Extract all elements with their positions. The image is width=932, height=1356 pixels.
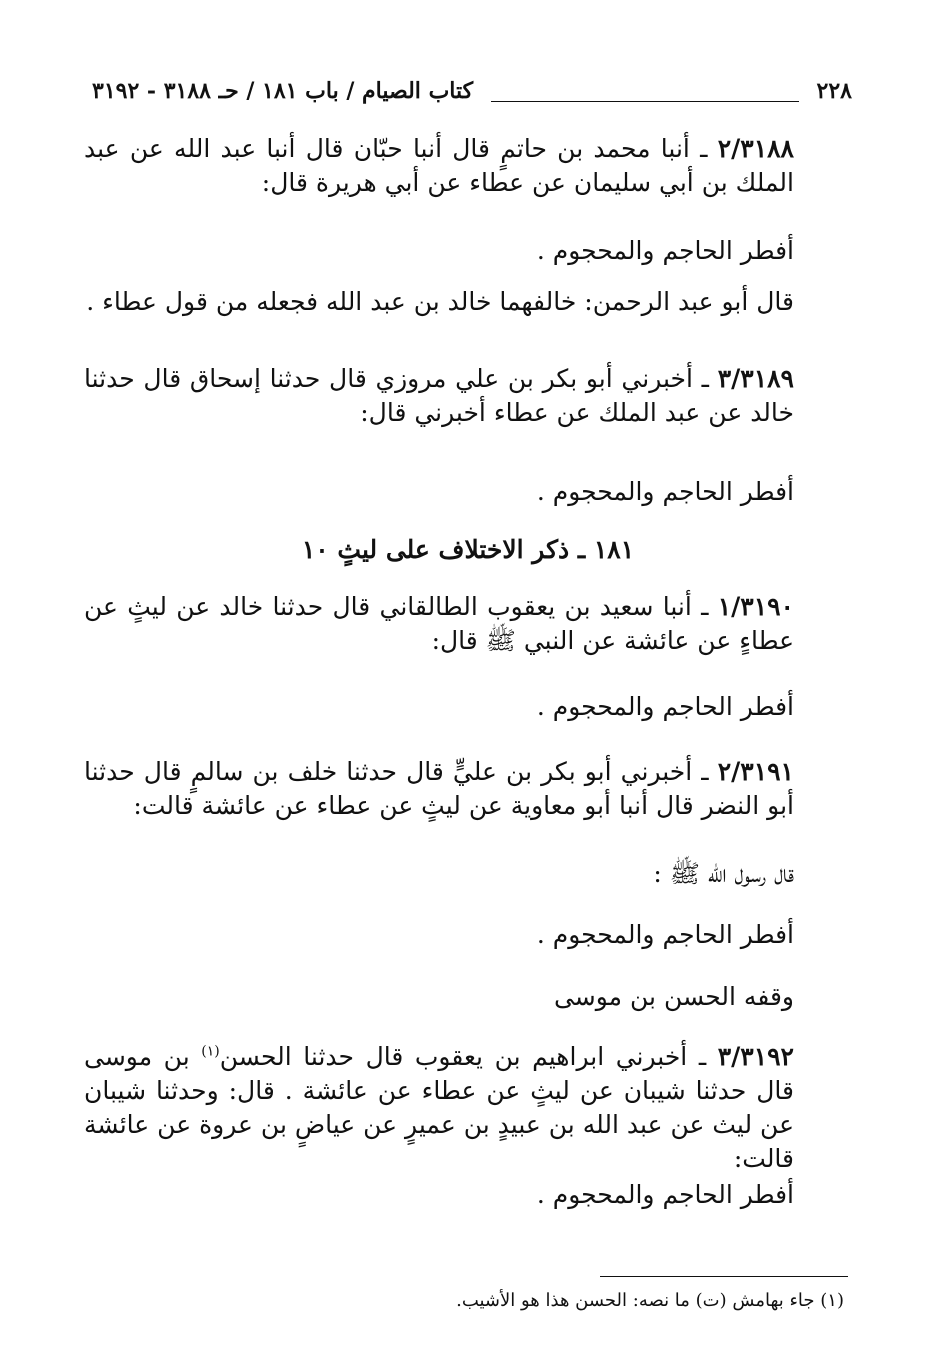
header-rule (491, 101, 798, 102)
footnote: (١) جاء بهامش (ت) ما نصه: الحسن هذا هو الأشيب. (456, 1290, 844, 1311)
hadith-number: ٢/٣١٨٨ (717, 134, 794, 163)
page-header (92, 74, 852, 108)
hadith-isnad-continued: بن موسى قال حدثنا شيبان عن ليثٍ عن عطاء عن عائشة . قال: وحدثنا شيبان عن ليث عن عبد الله بن عبيدٍ بن عميرٍ عن عياضٍ بن عروة عن عائشة قالت: (84, 1042, 794, 1173)
hadith-isnad: ـ أخبرني ابراهيم بن يعقوب قال حدثنا الحسن (219, 1042, 718, 1071)
chapter-heading: ١٨١ ـ ذكر الاختلاف على ليثٍ ١٠ (301, 535, 635, 564)
hadith-number: ٢/٣١٩١ (717, 757, 794, 786)
hadith-isnad: ـ أخبرني أبو بكر بن عليٍّ قال حدثنا خلف بن سالمٍ قال حدثنا أبو النضر قال أنبا أبو معاوية عن ليثٍ عن عطاء عن عائشة قالت: (84, 757, 794, 820)
hadith-matn: أفطر الحاجم والمحجوم . (536, 692, 794, 721)
page-number: ٢٢٨ (816, 78, 852, 104)
footnote-rule (600, 1276, 848, 1277)
hadith-3192 (84, 1040, 852, 1176)
hadith-intro: قال رسول الله ﷺ : (653, 859, 794, 888)
hadith-isnad: ـ أنبا محمد بن حاتمٍ قال أنبا حبّان قال أنبا عبد الله عن عبد الملك بن أبي سليمان عن عطاء عن أبي هريرة قال: (84, 134, 794, 197)
hadith-number: ١/٣١٩٠ (717, 592, 794, 621)
hadith-matn: أفطر الحاجم والمحجوم . (536, 1180, 794, 1209)
author-note: وقفه الحسن بن موسى (553, 982, 794, 1011)
hadith-number: ٣/٣١٨٩ (717, 364, 794, 393)
author-note: قال أبو عبد الرحمن: خالفهما خالد بن عبد الله فجعله من قول عطاء . (86, 287, 794, 316)
hadith-number: ٣/٣١٩٢ (717, 1042, 794, 1071)
hadith-3190 (84, 590, 852, 658)
hadith-3191 (84, 755, 852, 823)
hadith-isnad: ـ أخبرني أبو بكر بن علي مروزي قال حدثنا إسحاق قال حدثنا خالد عن عبد الملك عن عطاء أخبرني قال: (84, 364, 794, 427)
hadith-matn: أفطر الحاجم والمحجوم . (536, 236, 794, 265)
footnote-marker[interactable]: (١) (201, 1043, 220, 1060)
hadith-isnad: ـ أنبا سعيد بن يعقوب الطالقاني قال حدثنا خالد عن ليثٍ عن عطاءٍ عن عائشة عن النبي ﷺ قال: (84, 592, 794, 655)
running-title: كتاب الصيام / باب ١٨١ / حـ ٣١٨٨ - ٣١٩٢ (92, 78, 474, 104)
hadith-3189 (84, 362, 852, 430)
hadith-matn: أفطر الحاجم والمحجوم . (536, 477, 794, 506)
hadith-matn: أفطر الحاجم والمحجوم . (536, 920, 794, 949)
hadith-3188 (84, 132, 852, 200)
